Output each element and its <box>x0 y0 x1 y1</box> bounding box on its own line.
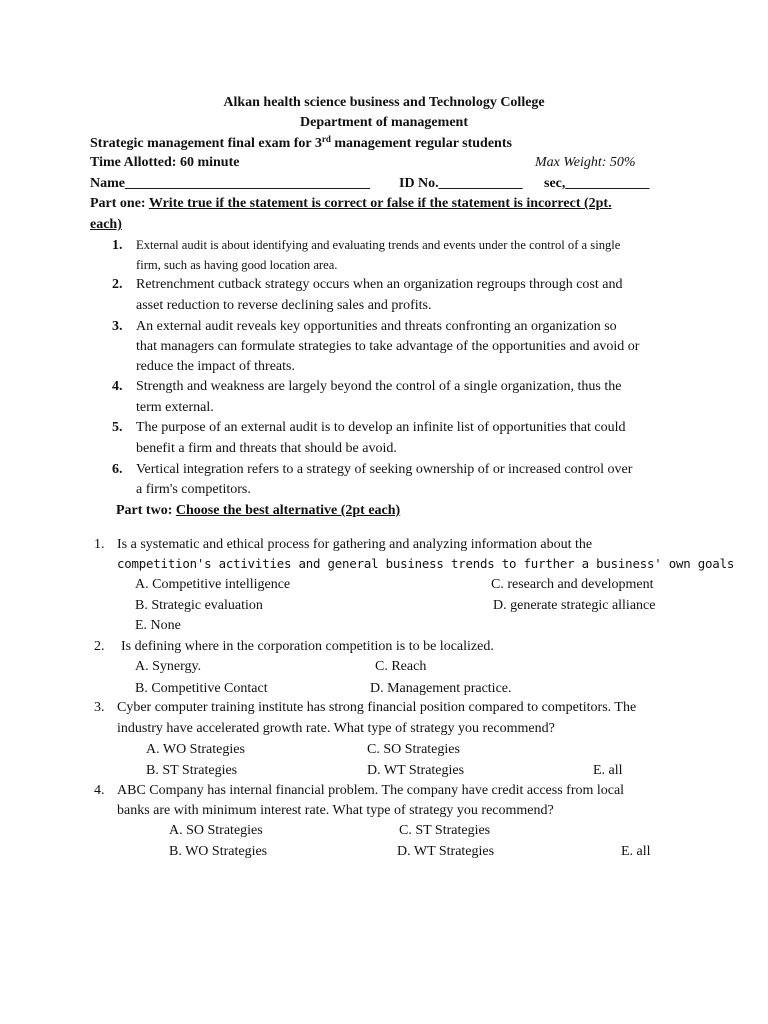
p1-item-5-number: 5. <box>112 420 123 435</box>
p1-item-1-text: External audit is about identifying and evaluating trends and events under the control of a single <box>136 238 621 252</box>
exam-title-sup: rd <box>321 134 331 144</box>
part-one-instruction-cont: each) <box>90 217 122 232</box>
p1-item-1-number: 1. <box>112 238 123 253</box>
p1-item-3-text: An external audit reveals key opportunities and threats confronting an organization so <box>136 319 617 334</box>
q4-number: 4. <box>94 783 105 798</box>
part-two-instruction: Choose the best alternative (2pt each) <box>175 503 401 518</box>
q4-option-a: A. SO Strategies <box>169 823 263 838</box>
p1-item-6-number: 6. <box>112 462 123 477</box>
q2-option-d: D. Management practice. <box>370 681 512 696</box>
q3-option-b: B. ST Strategies <box>146 763 238 778</box>
p1-item-2-number: 2. <box>112 277 123 292</box>
p1-item-4-text: Strength and weakness are largely beyond the control of a single organization, thus the <box>136 379 622 394</box>
q2-option-c: C. Reach <box>375 659 427 674</box>
part-one-heading <box>90 197 612 211</box>
exam-title-pre: Strategic management final exam for 3 <box>90 136 322 151</box>
name-field: Name___________________________________ <box>90 176 370 191</box>
q4-text: ABC Company has internal financial problem. The company have credit access from local <box>117 783 625 798</box>
q2-option-a: A. Synergy. <box>135 659 202 674</box>
q4-option-c: C. ST Strategies <box>399 823 491 838</box>
q4-option-d: D. WT Strategies <box>397 844 495 859</box>
q1-option-e: E. None <box>135 618 181 633</box>
department-title: Department of management <box>300 115 468 130</box>
p1-item-6-text: Vertical integration refers to a strategy of seeking ownership of or increased control over <box>136 462 633 477</box>
q3-text: Cyber computer training institute has strong financial position compared to competitors. The <box>117 700 637 715</box>
q2-option-b: B. Competitive Contact <box>135 681 268 696</box>
p1-item-2-text: Retrenchment cutback strategy occurs when an organization regroups through cost and <box>136 277 623 292</box>
q1-option-a: A. Competitive intelligence <box>135 577 291 592</box>
p1-item-6-text-cont: a firm's competitors. <box>136 482 251 497</box>
p1-item-3-text-cont2: reduce the impact of threats. <box>136 359 295 374</box>
q3-number: 3. <box>94 700 105 715</box>
q4-text-cont: banks are with minimum interest rate. What type of strategy you recommend? <box>117 803 554 818</box>
q1-text: Is a systematic and ethical process for gathering and analyzing information about the <box>117 537 593 552</box>
part-one-prefix: Part one: <box>90 196 149 211</box>
q1-option-c: C. research and development <box>491 577 654 592</box>
p1-item-3-text-cont: that managers can formulate strategies to take advantage of the opportunities and avoid or <box>136 339 640 354</box>
p1-item-4-text-cont: term external. <box>136 400 214 415</box>
q3-option-a: A. WO Strategies <box>146 742 245 757</box>
part-one-instruction: Write true if the statement is correct or false if the statement is incorrect (2pt. <box>148 196 612 211</box>
q1-option-b: B. Strategic evaluation <box>135 598 263 613</box>
q3-option-e: E. all <box>593 763 623 778</box>
q1-option-d: D. generate strategic alliance <box>493 598 656 613</box>
section-field: sec,____________ <box>544 176 650 191</box>
q2-text: Is defining where in the corporation competition is to be localized. <box>121 639 494 654</box>
q1-number: 1. <box>94 537 105 552</box>
part-two-heading <box>116 504 400 518</box>
p1-item-2-text-cont: asset reduction to reverse declining sales and profits. <box>136 298 432 313</box>
p1-item-5-text: The purpose of an external audit is to develop an infinite list of opportunities that could <box>136 420 626 435</box>
q3-option-c: C. SO Strategies <box>367 742 460 757</box>
p1-item-3-number: 3. <box>112 319 123 334</box>
exam-title-post: management regular students <box>330 136 512 151</box>
p1-item-1-text-cont: firm, such as having good location area. <box>136 258 338 272</box>
part-two-prefix: Part two: <box>116 503 176 518</box>
time-allotted: Time Allotted: 60 minute <box>90 155 240 170</box>
q3-text-cont: industry have accelerated growth rate. What type of strategy you recommend? <box>117 721 555 736</box>
max-weight: Max Weight: 50% <box>535 155 636 170</box>
q2-number: 2. <box>94 639 105 654</box>
q3-option-d: D. WT Strategies <box>367 763 465 778</box>
exam-title <box>90 135 512 151</box>
p1-item-5-text-cont: benefit a firm and threats that should be avoid. <box>136 441 397 456</box>
p1-item-4-number: 4. <box>112 379 123 394</box>
q1-text-cont: competition's activities and general business trends to further a business' own goals <box>117 556 735 571</box>
id-field: ID No.____________ <box>399 176 523 191</box>
q4-option-b: B. WO Strategies <box>169 844 268 859</box>
q4-option-e: E. all <box>621 844 651 859</box>
college-title: Alkan health science business and Technology College <box>223 95 545 110</box>
